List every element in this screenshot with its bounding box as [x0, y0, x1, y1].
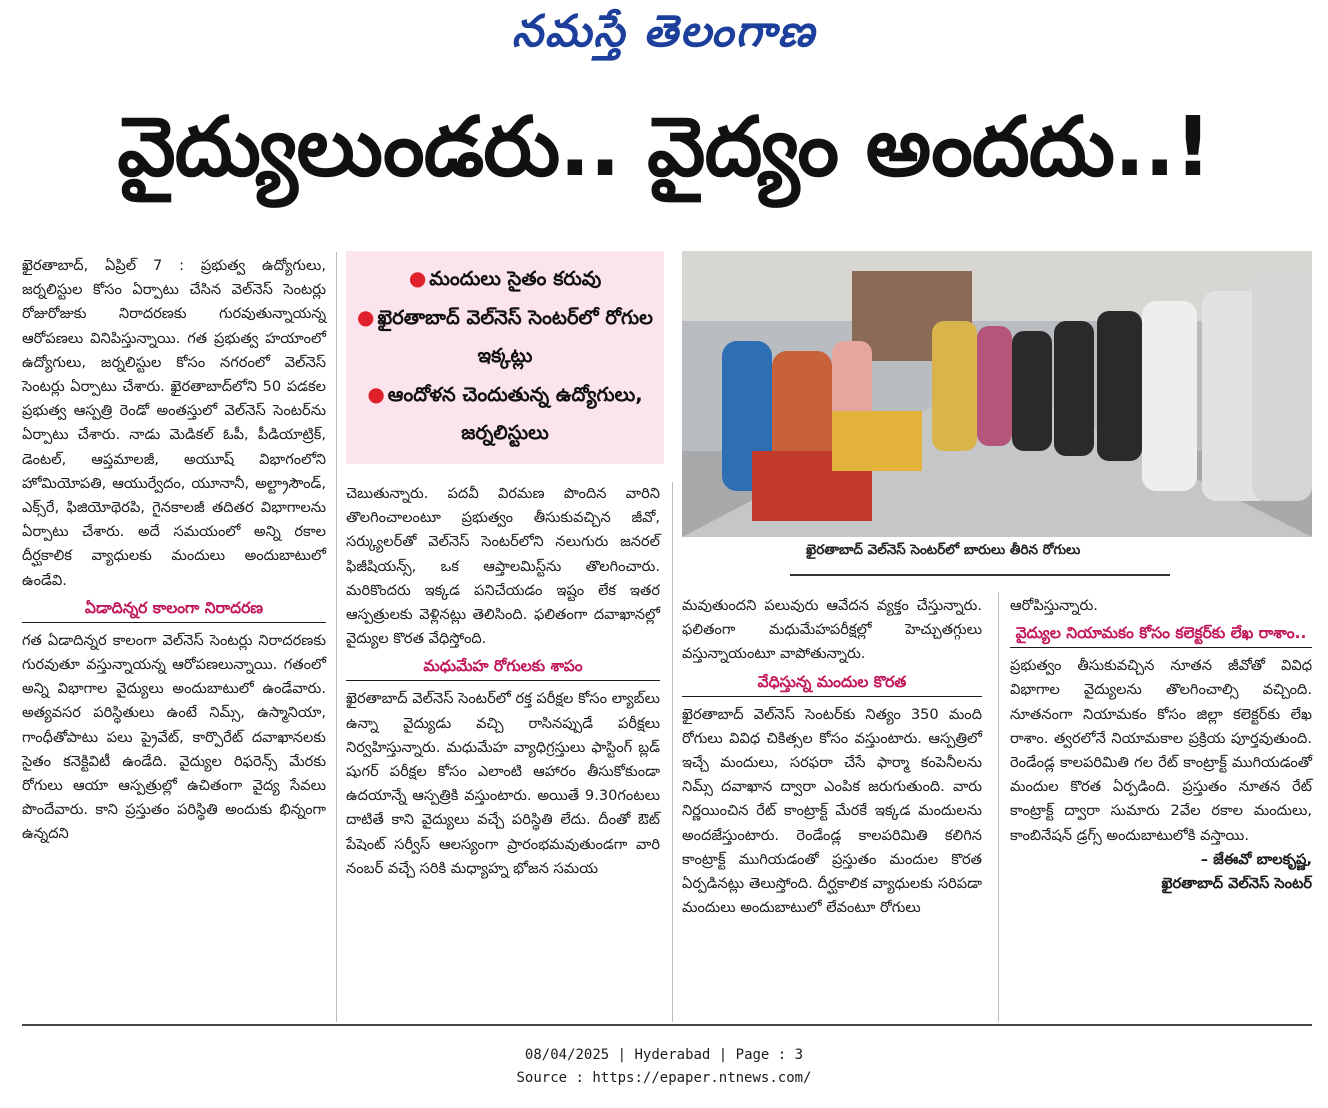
article-column-2	[346, 482, 660, 881]
highlight-item: ● ఖైరతాబాద్ వెల్‌నెస్ సెంటర్‌లో రోగుల ఇక్కట్లు	[356, 305, 654, 367]
column-divider	[998, 592, 999, 1022]
column-1-paragraph-2: గత ఏడాదిన్నర కాలంగా వెల్‌నెస్ సెంటర్లు నిరాదరణకు గురవుతూ వస్తున్నాయన్న ఆరోపణలున్నాయి. గతంలో అన్ని విభాగాల వైద్యులు అందుబాటులో ఉండేవారు. అత్యవసర పరిస్థితులు ఉంటే నిమ్స్, ఉస్మానియా, గాంధీతోపాటు పలు ప్రైవేట్, కార్పొరేట్ దవాఖానలకు సైతం కనెక్టివిటీ ఉండేది. వైద్యుల రిఫరెన్స్ మేరకు రోగులు ఆయా ఆస్పత్రుల్లో ఉచితంగా వైద్య సేవలు పొందేవారు. కాని ప్రస్తుతం పరిస్థితి అందుకు భిన్నంగా ఉన్నదని	[22, 631, 326, 843]
subheading-medicine-shortage: వేధిస్తున్న మందుల కొరత	[682, 669, 982, 697]
footer-divider	[22, 1024, 1312, 1026]
column-1-paragraph-1: ఖైరతాబాద్, ఏప్రిల్ 7 : ప్రభుత్వ ఉద్యోగులు, జర్నలిస్టుల కోసం ఏర్పాటు చేసిన వెల్‌నెస్ సెంటర్లు రోజురోజుకు నిరాదరణకు గురవుతున్నాయన్న ఆరోపణలు వినిపిస్తున్నాయి. గత ప్రభుత్వ హయాంలో ఉద్యోగులు, జర్నలిస్టుల కోసం నగరంలో వెల్‌నెస్ సెంటర్లు ఏర్పాటు చేశారు. ఖైరతాబాద్‌లోని 50 పడకల ప్రభుత్వ ఆస్పత్రి రెండో అంతస్తులో వెల్‌నెస్ సెంటర్‌ను ఏర్పాటు చేశారు. నాడు మెడికల్ ఓపీ, పీడియాట్రిక్, డెంటల్, ఆప్తమాలజీ, అయూష్ విభాగంలోని హోమియోపతి, ఆయుర్వేదం, యూనానీ, అల్ట్రాసౌండ్, ఎక్స్‌రే, ఫిజియోథెరపి, గైనకాలజీ తదితర విభాగాలను ఏర్పాటు చేశారు. అదే సమయంలో అన్ని రకాల దీర్ఘకాలిక వ్యాధులకు మందులు అందుబాటులో ఉండేవి.	[22, 257, 326, 589]
column-3-paragraph-2: ఖైరతాబాద్ వెల్‌నెస్ సెంటర్‌కు నిత్యం 350 మంది రోగులు వివిధ చికిత్సల కోసం వస్తుంటారు. ఆస్పత్రిలో ఇచ్చే మందులు, సరఫరా చేసే ఫార్మా కంపెనీలను నిమ్స్ దవాఖాన ద్వారా ఎంపిక జరుగుతుంది. వారు నిర్ణయించిన రేట్ కాంట్రాక్ట్ మేరకే ఇక్కడ మందులను అందజేస్తుంటారు. రెండేండ్ల కాలపరిమితి కలిగిన కాంట్రాక్ట్ ముగియడంతో ప్రస్తుతం మందుల కొరత ఏర్పడినట్లు తెలుస్తోంది. దీర్ఘకాలిక వ్యాధులకు సరిపడా మందులు అందుబాటులో లేవంటూ రోగులు	[682, 705, 982, 917]
subheading-neglect: ఏడాదిన్నర కాలంగా నిరాదరణ	[22, 595, 326, 623]
edition-info: 08/04/2025 | Hyderabad | Page : 3	[524, 1047, 804, 1063]
article-column-3	[682, 594, 982, 920]
highlights-box	[346, 251, 664, 464]
column-divider	[672, 482, 673, 1022]
newspaper-masthead: నమస్తే తెలంగాణ	[511, 6, 817, 57]
column-2-paragraph-1: చెబుతున్నారు. పదవీ విరమణ పొందిన వారిని తొలగించాలంటూ ప్రభుత్వం తీసుకువచ్చిన జీవో, సర్క్యులర్‌తో వెల్‌నెస్ సెంటర్‌లోని నలుగురు జనరల్ ఫిజీషియన్స్, ఒక ఆప్తాలమిస్ట్‌ను తొలగించారు. మరికొందరు ఇక్కడ పనిచేయడం ఇష్టం లేక ఇతర ఆస్పత్రులకు వెళ్లినట్లు తెలిసింది. ఫలితంగా దవాఖానల్లో వైద్యుల కొరత వేధిస్తోంది.	[346, 485, 660, 648]
column-divider	[336, 252, 337, 1022]
quote-attribution-place: ఖైరతాబాద్ వెల్‌నెస్ సెంటర్	[1161, 875, 1312, 893]
quote-attribution-name: – జేఈవో బాలకృష్ణ,	[1200, 850, 1312, 868]
article-column-4	[1010, 594, 1312, 896]
news-photo-patients-waiting	[682, 251, 1312, 537]
column-4-paragraph-2: ప్రభుత్వం తీసుకువచ్చిన నూతన జీవోతో వివిధ విభాగాల వైద్యులను తొలగించాల్సి వచ్చింది. నూతనంగా నియామకం కోసం జిల్లా కలెక్టర్‌కు లేఖ రాశాం. త్వరలోనే నియామకాల ప్రక్రియ పూర్తవుతుంది. రెండేండ్ల కాలపరిమితి గల రేట్ కాంట్రాక్ట్ ముగియడంతో మందుల కొరత ఏర్పడింది. ప్రస్తుతం నూతన రేట్ కాంట్రాక్ట్ ద్వారా సుమారు 2వేల రకాల మందులు, కాంబినేషన్ డ్రగ్స్ అందుబాటులోకి వస్తాయి.	[1010, 657, 1312, 844]
highlight-item: ● ఆందోళన చెందుతున్న ఉద్యోగులు, జర్నలిస్టులు	[367, 382, 643, 444]
column-2-paragraph-2: ఖైరతాబాద్ వెల్‌నెస్ సెంటర్‌లో రక్త పరీక్షల కోసం ల్యాబ్‌లు ఉన్నా వైద్యుడు వచ్చి రాసినప్పుడే పరీక్షలు నిర్వహిస్తున్నారు. మధుమేహ వ్యాధిగ్రస్తులు ఫాస్టింగ్ బ్లడ్ షుగర్ పరీక్షల కోసం ఎలాంటి ఆహారం తీసుకోకుండా ఉదయాన్నే ఆస్పత్రికి వస్తుంటారు. అయితే 9.30గంటలు దాటితే కాని వైద్యులు వచ్చే పరిస్థితి లేదు. దీంతో ఔట్ పేషెంట్ సర్వీస్ ఆలస్యంగా ప్రారంభమవుతుండగా వారి నంబర్ వచ్చే సరికి మధ్యాహ్న భోజన సమయ	[346, 690, 660, 877]
highlight-item: ● మందులు సైతం కరువు	[408, 266, 602, 290]
column-4-paragraph-1: ఆరోపిస్తున్నారు.	[1010, 597, 1098, 614]
photo-caption: ఖైరతాబాద్ వెల్‌నెస్ సెంటర్‌లో బారులు తీరిన రోగులు	[806, 542, 1081, 558]
column-3-paragraph-1: మవుతుందని పలువురు ఆవేదన వ్యక్తం చేస్తున్నారు. ఫలితంగా మధుమేహపరీక్షల్లో హెచ్చుతగ్గులు వస్తున్నాయంటూ వాపోతున్నారు.	[682, 597, 982, 663]
article-column-1	[22, 254, 326, 847]
article-headline: వైద్యులుండరు.. వైద్యం అందదు..!	[117, 100, 1211, 195]
source-link[interactable]: Source : https://epaper.ntnews.com/	[516, 1070, 812, 1086]
subheading-diabetes: మధుమేహ రోగులకు శాపం	[346, 653, 660, 681]
subheading-recruitment: వైద్యుల నియామకం కోసం కలెక్టర్‌కు లేఖ రాశాం..	[1010, 620, 1312, 648]
caption-divider	[790, 574, 1170, 576]
